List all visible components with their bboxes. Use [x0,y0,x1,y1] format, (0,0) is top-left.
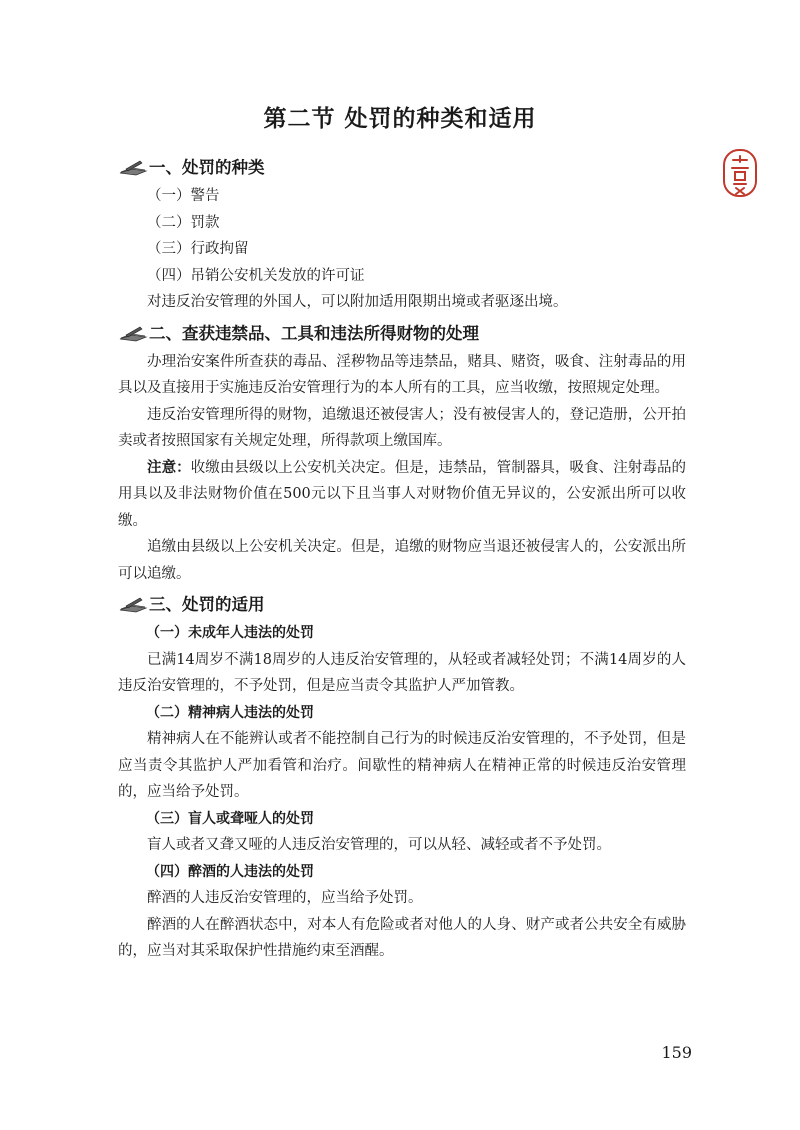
paragraph: 已满14周岁不满18周岁的人违反治安管理的，从轻或者减轻处罚；不满14周岁的人违反治安管理的，不予处罚，但是应当责令其监护人严加管教。 [118,651,686,694]
list-item: （一）警告 [147,188,220,204]
note-paragraph [118,455,686,535]
book-pen-icon [118,597,148,613]
section-heading [118,319,686,349]
paragraph: 对违反治安管理的外国人，可以附加适用限期出境或者驱逐出境。 [147,294,568,310]
note-label: 注意： [147,458,191,476]
list-item: （二）罚款 [147,214,220,231]
section-heading-text: 三、处罚的适用 [149,595,265,614]
subsection-title: （三）盲人或聋哑人的处罚 [146,810,314,827]
paragraph: 追缴由县级以上公安机关决定。但是，追缴的财物应当退还被侵害人的，公安派出所可以追缴。 [118,539,686,582]
subsection-title: （二）精神病人违法的处罚 [146,704,314,721]
book-pen-icon [118,160,148,176]
paragraph: 醉酒的人在醉酒状态中，对本人有危险或者对他人的人身、财产或者公共安全有威胁的，应当对其采取保护性措施约束至酒醒。 [118,916,686,959]
paragraph: 精神病人在不能辨认或者不能控制自己行为的时候违反治安管理的，不予处罚，但是应当责令其监护人严加看管和治疗。间歇性的精神病人在精神正常的时候违反治安管理的，应当给予处罚。 [118,731,686,800]
content [118,150,686,965]
subsection-title: （四）醉酒的人违法的处罚 [146,863,314,880]
list-item: （三）行政拘留 [147,241,249,257]
page-number: 159 [661,1043,692,1062]
paragraph: 盲人或者又聋又哑的人违反治安管理的，可以从轻、减轻或者不予处罚。 [147,837,611,853]
page-title: 第二节 处罚的种类和适用 [263,106,537,132]
section-heading-text: 一、处罚的种类 [149,158,265,177]
list-item: （四）吊销公安机关发放的许可证 [147,267,365,284]
section-heading [118,153,686,183]
paragraph: 办理治安案件所查获的毒品、淫秽物品等违禁品，赌具、赌资，吸食、注射毒品的用具以及直接用于实施违反治安管理行为的本人所有的工具，应当收缴，按照规定处理。 [118,353,686,396]
seal-stamp-icon [722,148,758,198]
subsection-title: （一）未成年人违法的处罚 [146,625,314,641]
paragraph: 违反治安管理所得的财物，追缴退还被侵害人；没有被侵害人的，登记造册，公开拍卖或者按照国家有关规定处理，所得款项上缴国库。 [118,406,686,449]
section-heading [118,590,686,620]
note-text: 收缴由县级以上公安机关决定。但是，违禁品，管制器具，吸食、注射毒品的用具以及非法财物价值在500元以下且当事人对财物价值无异议的，公安派出所可以收缴。 [118,459,687,529]
paragraph: 醉酒的人违反治安管理的，应当给予处罚。 [147,890,423,906]
section-heading-text: 二、查获违禁品、工具和违法所得财物的处理 [149,323,479,343]
book-pen-icon [118,326,148,342]
